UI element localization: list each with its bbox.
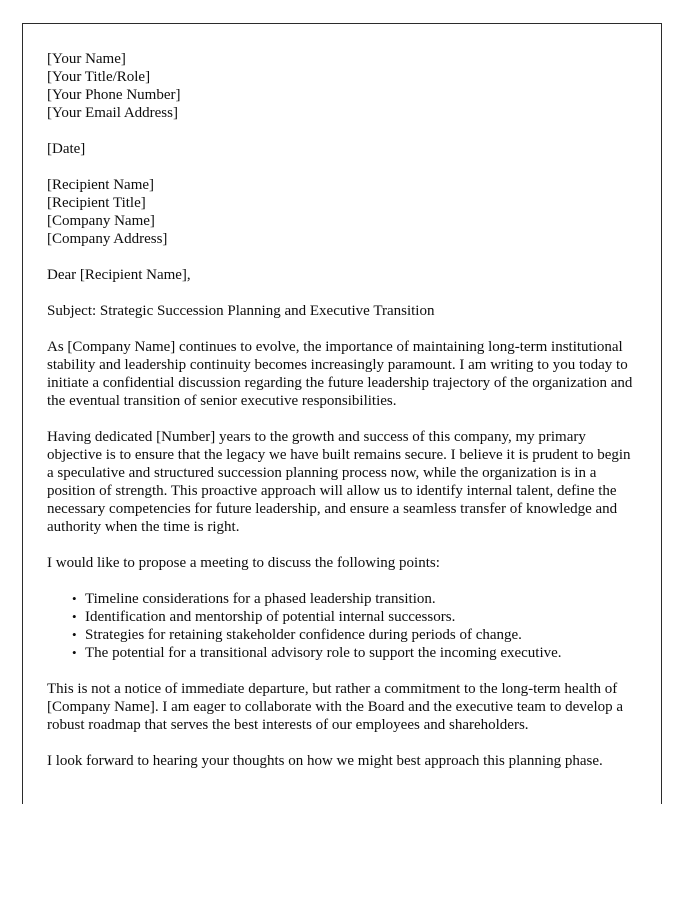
recipient-company-address: [Company Address] — [47, 231, 168, 247]
body-paragraph-4: I look forward to hearing your thoughts on how we might best approach this planning phase. — [47, 753, 603, 769]
recipient-company: [Company Name] — [47, 213, 155, 229]
sender-phone: [Your Phone Number] — [47, 87, 181, 103]
sender-title: [Your Title/Role] — [47, 69, 151, 85]
letter-content — [23, 24, 661, 770]
recipient-name: [Recipient Name] — [47, 177, 155, 193]
spacer-after-sender — [47, 122, 637, 140]
salutation: Dear [Recipient Name], — [47, 267, 191, 283]
body-paragraph-3: This is not a notice of immediate departure, but rather a commitment to the long-term health of [Company Name]. I am eager to collaborate with the Board and the executive team to develop a robust roadmap that serves the best interests of our employees and shareholders. — [47, 681, 624, 733]
sender-name: [Your Name] — [47, 51, 126, 67]
body-paragraph-1: As [Company Name] continues to evolve, the importance of maintaining long-term institutional stability and leadership continuity becomes increasingly paramount. I am writing to you today to initiate a confidential discussion regarding the future leadership trajectory of the organization and the eventual transition of senior executive responsibilities. — [47, 339, 633, 409]
sender-address-block — [47, 50, 637, 122]
spacer-after-paragraph-2 — [47, 536, 637, 554]
spacer-after-bullets — [47, 662, 637, 680]
spacer-after-paragraph-1 — [47, 410, 637, 428]
body-paragraph-2: Having dedicated [Number] years to the growth and success of this company, my primary objective is to ensure that the legacy we have built remains secure. I believe it is prudent to begin a speculative and structured succession planning process now, while the organization is in a position of strength. This proactive approach will allow us to identify internal talent, define the necessary competencies for future leadership, and ensure a seamless transfer of knowledge and authority when the time is right. — [47, 429, 631, 535]
recipient-title: [Recipient Title] — [47, 195, 146, 211]
spacer-after-paragraph-3 — [47, 734, 637, 752]
list-item: • Identification and mentorship of potential internal successors. — [85, 608, 637, 626]
list-item: • The potential for a transitional advisory role to support the incoming executive. — [85, 644, 637, 662]
recipient-address-block — [47, 176, 637, 248]
discussion-points-list — [47, 590, 637, 662]
list-item: • Timeline considerations for a phased leadership transition. — [85, 590, 637, 608]
spacer-after-date — [47, 158, 637, 176]
letter-page — [22, 23, 662, 804]
list-item: • Strategies for retaining stakeholder confidence during periods of change. — [85, 626, 637, 644]
spacer-before-bullets — [47, 572, 637, 590]
spacer-after-subject — [47, 320, 637, 338]
spacer-after-recipient — [47, 248, 637, 266]
sender-email: [Your Email Address] — [47, 105, 178, 121]
bullet-list-intro: I would like to propose a meeting to discuss the following points: — [47, 555, 440, 571]
spacer-after-salutation — [47, 284, 637, 302]
subject-line: Subject: Strategic Succession Planning and Executive Transition — [47, 303, 435, 319]
date-line: [Date] — [47, 141, 86, 157]
